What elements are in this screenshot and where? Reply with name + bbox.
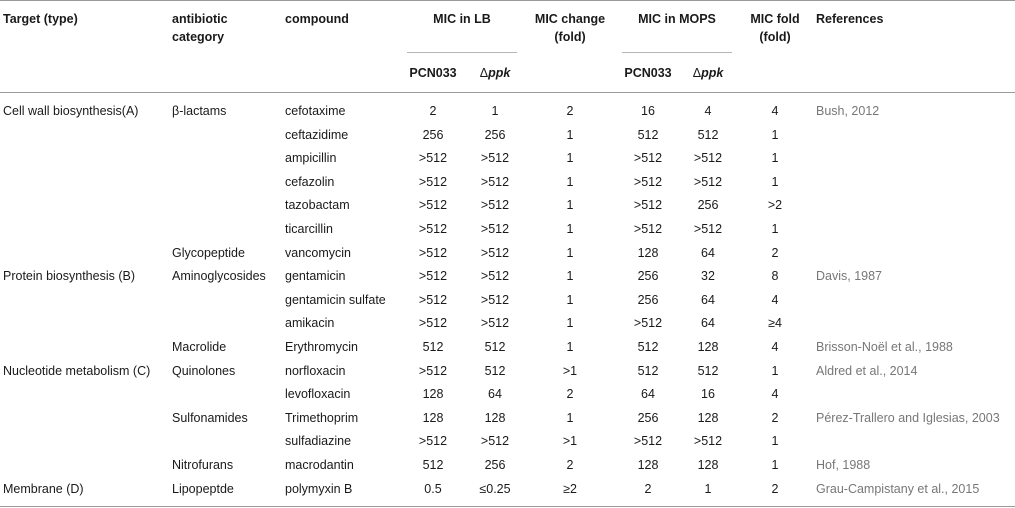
cell-category: Aminoglycosides <box>172 269 266 284</box>
cell-mops-ppk: >512 <box>693 174 723 189</box>
cell-fold: 2 <box>771 481 779 496</box>
header-mops-ppk-delta: Δ <box>692 66 702 80</box>
cell-mops-ppk: 256 <box>697 198 719 213</box>
header-lb-ppk-delta: Δ <box>479 66 489 80</box>
cell-change: 1 <box>566 316 574 331</box>
cell-mops-ppk: >512 <box>693 222 723 236</box>
cell-mops-ppk: 4 <box>704 104 712 118</box>
cell-mops-ppk: 512 <box>697 127 719 142</box>
cell-lb-pcn: >512 <box>418 198 448 213</box>
cell-mops-pcn: 256 <box>637 410 659 425</box>
cell-mops-ppk: 128 <box>697 340 719 354</box>
cell-mops-ppk: 128 <box>697 458 719 472</box>
cell-change: 1 <box>566 340 574 354</box>
cell-mops-pcn: >512 <box>633 174 663 189</box>
cell-mops-pcn: >512 <box>633 222 663 236</box>
cell-mops-ppk: 32 <box>701 269 715 284</box>
mic-lb-underline <box>407 52 517 53</box>
cell-mops-pcn: >512 <box>633 151 663 166</box>
cell-change: 1 <box>566 174 574 189</box>
cell-mops-ppk: 64 <box>701 316 715 331</box>
cell-category: Lipopeptde <box>172 481 234 496</box>
header-mic-lb: MIC in LB <box>433 12 491 26</box>
cell-mops-pcn: 64 <box>641 387 655 402</box>
cell-compound: ceftazidime <box>285 127 349 142</box>
cell-mops-pcn: 128 <box>637 458 659 472</box>
cell-compound: sulfadiazine <box>285 434 352 449</box>
cell-fold: 8 <box>771 269 779 284</box>
cell-compound: gentamicin sulfate <box>285 292 386 307</box>
cell-fold: ≥4 <box>768 316 782 331</box>
cell-lb-ppk: 512 <box>484 340 506 354</box>
cell-ref: Hof, 1988 <box>816 458 871 472</box>
cell-mops-ppk: >512 <box>693 434 723 449</box>
header-compound: compound <box>285 12 349 26</box>
cell-lb-ppk: >512 <box>480 222 510 236</box>
cell-fold: 4 <box>771 387 779 402</box>
cell-mops-ppk: >512 <box>693 151 723 166</box>
cell-compound: cefotaxime <box>285 104 346 118</box>
cell-target: Membrane (D) <box>3 481 84 496</box>
cell-mops-pcn: >512 <box>633 316 663 331</box>
cell-change: >1 <box>562 434 578 449</box>
cell-change: 1 <box>566 151 574 166</box>
cell-mops-pcn: >512 <box>633 198 663 213</box>
header-mic-fold-line2: (fold) <box>759 30 791 44</box>
cell-fold: 4 <box>771 104 779 118</box>
cell-mops-ppk: 64 <box>701 292 715 307</box>
cell-category: Glycopeptide <box>172 245 245 260</box>
cell-target: Protein biosynthesis (B) <box>3 269 136 284</box>
cell-lb-pcn: >512 <box>418 245 448 260</box>
cell-lb-pcn: 512 <box>422 458 444 472</box>
cell-fold: 1 <box>771 127 779 142</box>
cell-lb-ppk: 256 <box>484 458 506 472</box>
cell-change: 1 <box>566 269 574 284</box>
cell-ref: Brisson-Noël et al., 1988 <box>816 340 953 354</box>
cell-category: Macrolide <box>172 340 227 354</box>
cell-mops-ppk: 64 <box>701 245 715 260</box>
cell-fold: 2 <box>771 410 779 425</box>
cell-compound: Trimethoprim <box>285 410 359 425</box>
cell-lb-pcn: 512 <box>422 340 444 354</box>
cell-lb-pcn: >512 <box>418 151 448 166</box>
cell-lb-ppk: 512 <box>484 363 506 378</box>
cell-compound: ampicillin <box>285 151 337 166</box>
header-lb-pcn033: PCN033 <box>409 66 457 80</box>
header-mic-change-line2: (fold) <box>554 30 586 44</box>
cell-change: 1 <box>566 198 574 213</box>
cell-target: Cell wall biosynthesis(A) <box>3 104 139 118</box>
header-mops-ppk-label: ppk <box>701 66 724 80</box>
cell-lb-ppk: >512 <box>480 174 510 189</box>
cell-fold: 4 <box>771 292 779 307</box>
cell-mops-pcn: >512 <box>633 434 663 449</box>
cell-compound: levofloxacin <box>285 387 351 402</box>
cell-change: 2 <box>566 387 574 402</box>
cell-fold: 1 <box>771 222 779 236</box>
cell-compound: Erythromycin <box>285 340 358 354</box>
cell-mops-pcn: 512 <box>637 363 659 378</box>
cell-change: 2 <box>566 104 574 118</box>
cell-fold: >2 <box>767 198 783 213</box>
header-mic-mops: MIC in MOPS <box>638 12 716 26</box>
cell-lb-pcn: >512 <box>418 434 448 449</box>
cell-fold: 1 <box>771 458 779 472</box>
cell-ref: Pérez-Trallero and Iglesias, 2003 <box>816 410 1000 425</box>
cell-lb-ppk: >512 <box>480 292 510 307</box>
cell-fold: 2 <box>771 245 779 260</box>
cell-fold: 1 <box>771 363 779 378</box>
cell-compound: macrodantin <box>285 458 354 472</box>
cell-mops-pcn: 2 <box>644 481 652 496</box>
cell-lb-ppk: 1 <box>491 104 499 118</box>
cell-compound: cefazolin <box>285 174 335 189</box>
cell-mops-pcn: 16 <box>641 104 655 118</box>
cell-mops-ppk: 512 <box>697 363 719 378</box>
cell-lb-ppk: 64 <box>488 387 502 402</box>
cell-ref: Davis, 1987 <box>816 269 883 284</box>
cell-mops-pcn: 256 <box>637 292 659 307</box>
cell-fold: 1 <box>771 434 779 449</box>
cell-lb-ppk: >512 <box>480 316 510 331</box>
cell-mops-ppk: 1 <box>704 481 712 496</box>
cell-mops-ppk: 128 <box>697 410 719 425</box>
header-category-line1: antibiotic <box>172 12 228 26</box>
header-mic-change-line1: MIC change <box>534 12 606 26</box>
cell-fold: 1 <box>771 174 779 189</box>
cell-lb-ppk: >512 <box>480 151 510 166</box>
cell-lb-pcn: >512 <box>418 269 448 284</box>
cell-change: 1 <box>566 410 574 425</box>
cell-fold: 1 <box>771 151 779 166</box>
cell-lb-ppk: 128 <box>484 410 506 425</box>
cell-lb-pcn: >512 <box>418 292 448 307</box>
cell-compound: vancomycin <box>285 245 351 260</box>
cell-lb-pcn: >512 <box>418 174 448 189</box>
bottom-rule <box>0 506 1015 507</box>
header-mops-ppk <box>693 66 724 81</box>
cell-change: 2 <box>566 458 574 472</box>
header-lb-ppk <box>480 66 511 81</box>
cell-lb-pcn: >512 <box>418 363 448 378</box>
cell-category: Sulfonamides <box>172 410 248 425</box>
cell-lb-pcn: 128 <box>422 387 444 402</box>
cell-change: 1 <box>566 222 574 236</box>
header-references: References <box>816 12 884 26</box>
header-target: Target (type) <box>3 12 78 26</box>
mic-mops-underline <box>622 52 732 53</box>
cell-lb-pcn: 0.5 <box>424 481 442 496</box>
cell-lb-ppk: >512 <box>480 198 510 213</box>
header-mic-fold-line1: MIC fold <box>750 12 800 26</box>
cell-change: 1 <box>566 245 574 260</box>
cell-compound: ticarcillin <box>285 222 333 236</box>
cell-compound: amikacin <box>285 316 335 331</box>
cell-compound: norfloxacin <box>285 363 346 378</box>
cell-target: Nucleotide metabolism (C) <box>3 363 151 378</box>
cell-mops-ppk: 16 <box>701 387 715 402</box>
cell-lb-ppk: ≤0.25 <box>479 481 511 496</box>
cell-compound: polymyxin B <box>285 481 353 496</box>
cell-change: 1 <box>566 127 574 142</box>
cell-lb-ppk: >512 <box>480 269 510 284</box>
cell-fold: 4 <box>771 340 779 354</box>
cell-mops-pcn: 256 <box>637 269 659 284</box>
cell-lb-pcn: 256 <box>422 127 444 142</box>
cell-category: Nitrofurans <box>172 458 234 472</box>
cell-lb-pcn: >512 <box>418 222 448 236</box>
cell-category: β-lactams <box>172 104 227 118</box>
cell-lb-pcn: 2 <box>429 104 437 118</box>
cell-mops-pcn: 128 <box>637 245 659 260</box>
cell-change: 1 <box>566 292 574 307</box>
header-mops-pcn033: PCN033 <box>624 66 672 80</box>
cell-lb-ppk: >512 <box>480 434 510 449</box>
top-rule <box>0 0 1015 1</box>
cell-category: Quinolones <box>172 363 236 378</box>
header-rule <box>0 92 1015 93</box>
cell-change: ≥2 <box>563 481 577 496</box>
cell-lb-ppk: >512 <box>480 245 510 260</box>
cell-ref: Grau-Campistany et al., 2015 <box>816 481 980 496</box>
cell-change: >1 <box>562 363 578 378</box>
header-category-line2: category <box>172 30 225 44</box>
cell-ref: Aldred et al., 2014 <box>816 363 918 378</box>
header-lb-ppk-label: ppk <box>488 66 511 80</box>
cell-compound: gentamicin <box>285 269 346 284</box>
cell-compound: tazobactam <box>285 198 350 213</box>
cell-lb-pcn: 128 <box>422 410 444 425</box>
cell-lb-ppk: 256 <box>484 127 506 142</box>
cell-ref: Bush, 2012 <box>816 104 880 118</box>
cell-mops-pcn: 512 <box>637 127 659 142</box>
cell-lb-pcn: >512 <box>418 316 448 331</box>
cell-mops-pcn: 512 <box>637 340 659 354</box>
